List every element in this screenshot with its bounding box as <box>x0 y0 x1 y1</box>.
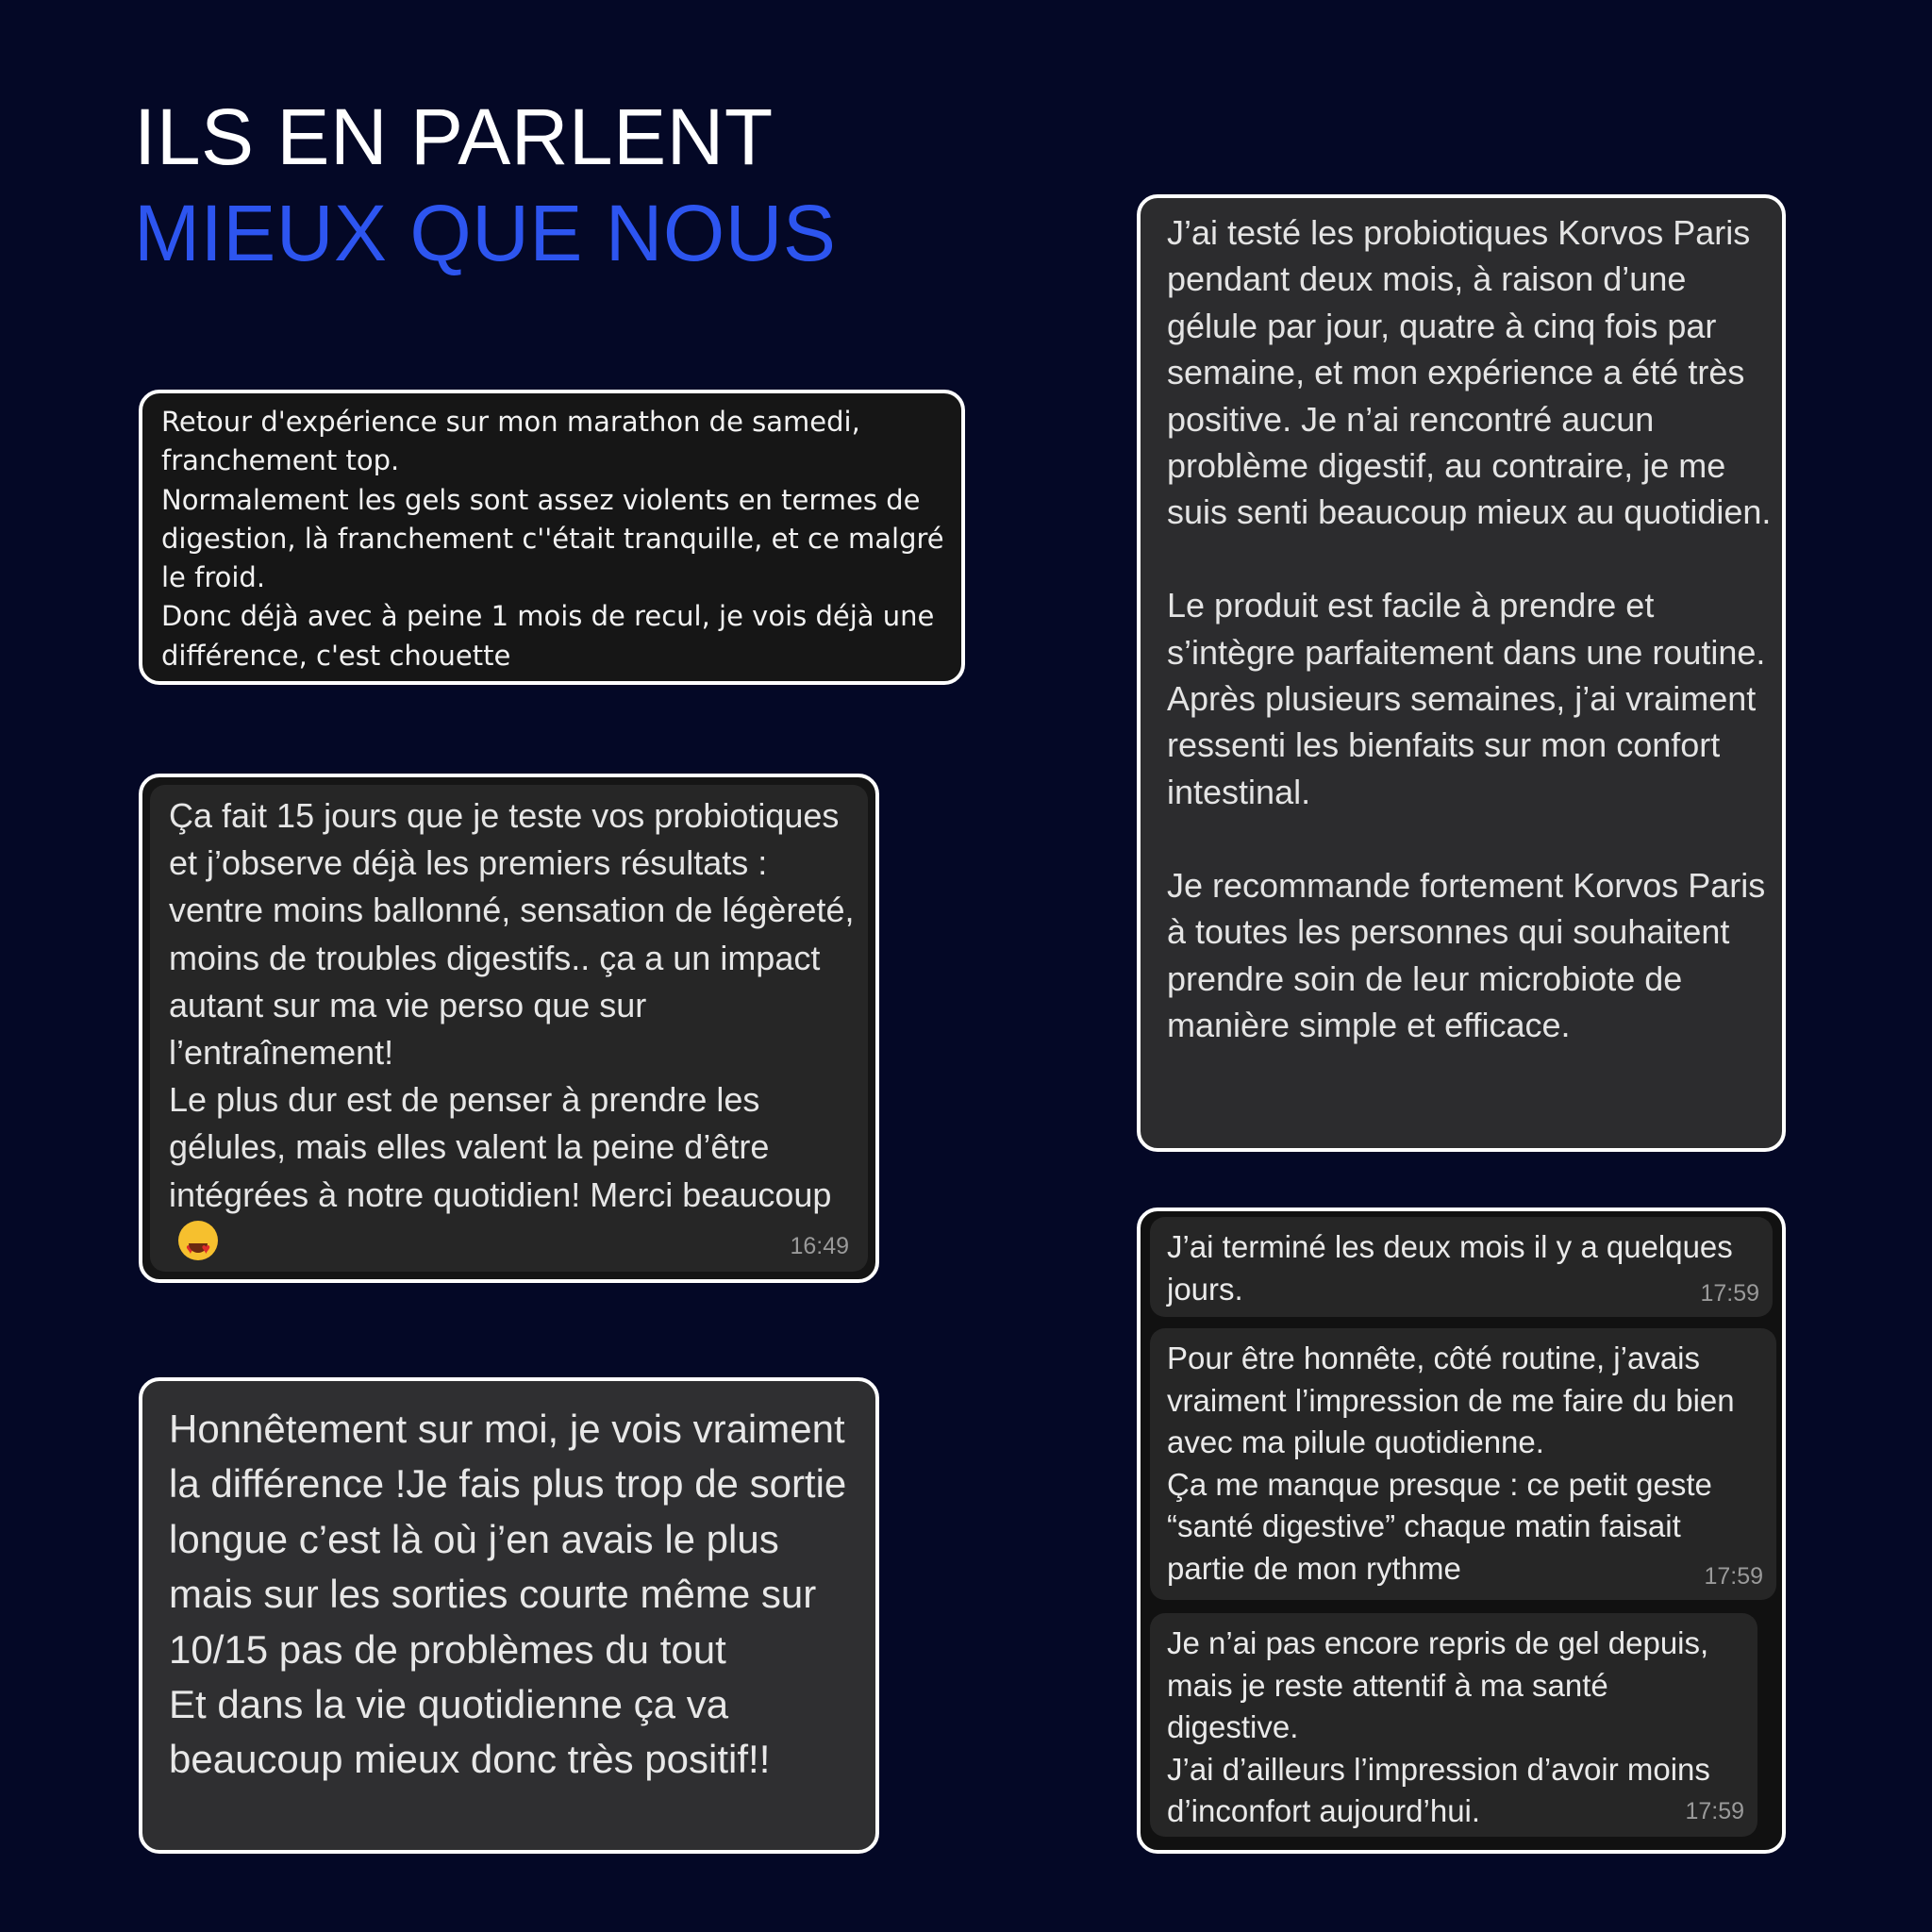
testimonial-card-korvos <box>1137 194 1786 1152</box>
chat-bubble <box>1150 1328 1776 1600</box>
chat-bubble <box>1150 1217 1773 1317</box>
testimonial-card-marathon <box>139 390 965 685</box>
title-line-2: MIEUX QUE NOUS <box>134 189 837 277</box>
message-timestamp: 17:59 <box>1685 1798 1744 1824</box>
message-timestamp: 16:49 <box>790 1233 849 1259</box>
testimonial-card-15-jours <box>139 774 879 1283</box>
message-text: Je n’ai pas encore repris de gel depuis, mais je reste attentif à ma santé digestive. J’ai d’ailleurs l’impression d’avoir moins d’inconfort aujourd’hui. <box>1167 1625 1710 1829</box>
testimonial-text <box>169 792 855 1266</box>
message-text: J’ai terminé les deux mois il y a quelques jours. <box>1167 1229 1733 1307</box>
page-title <box>134 89 836 281</box>
message-text: Pour être honnête, côté routine, j’avais vraiment l’impression de me faire du bien avec ma pilule quotidienne. Ça me manque presque : ce petit geste “santé digestive” chaque matin faisait partie de mon rythme <box>1167 1341 1735 1586</box>
testimonial-text: Retour d'expérience sur mon marathon de samedi, franchement top. Normalement les gels sont assez violents en termes de digestion, là franchement c''était tranquille, et ce malgré le froid. Donc déjà avec à peine 1 mois de recul, je vois déjà une différence, c'est chouette <box>161 406 944 672</box>
testimonial-text: J’ai testé les probiotiques Korvos Paris pendant deux mois, à raison d’une gélule par jour, quatre à cinq fois par semaine, et mon expérience a été très positive. Je n’ai rencontré aucun problème digestif, au contraire, je me suis senti beaucoup mieux au quotidien. Le produit est facile à prendre et s’intègre parfaitement dans une routine. Après plusieurs semaines, j’ai vraiment ressenti les bienfaits sur mon confort intestinal. Je recommande fortement Korvos Paris à toutes les personnes qui souhaitent prendre soin de leur microbiote de manière simple et efficace. <box>1167 213 1772 1044</box>
testimonial-text: Honnêtement sur moi, je vois vraiment la différence !Je fais plus trop de sortie longue c’est là où j’en avais le plus mais sur les sorties courte même sur 10/15 pas de problèmes du tout Et dans la vie quotidienne ça va beaucoup mieux donc très positif!! <box>169 1407 847 1782</box>
testimonial-card-honnetement <box>139 1377 879 1854</box>
message-timestamp: 17:59 <box>1704 1563 1763 1590</box>
chat-bubble <box>1150 1613 1757 1837</box>
title-line-1: ILS EN PARLENT <box>134 92 774 181</box>
message-timestamp: 17:59 <box>1700 1280 1759 1307</box>
chat-bubble <box>150 785 868 1272</box>
heart-eyes-emoji-icon <box>178 1221 218 1260</box>
testimonial-text-body: Ça fait 15 jours que je teste vos probiotiques et j’observe déjà les premiers résultats : ventre moins ballonné, sensation de légèreté, moins de troubles digestifs.. ça a un impact autant sur ma vie perso que sur l’entraînement! Le plus dur est de penser à prendre les gélules, mais elles valent la peine d’être intégrées à notre quotidien! Merci beaucoup <box>169 796 855 1214</box>
testimonial-card-chat <box>1137 1208 1786 1854</box>
